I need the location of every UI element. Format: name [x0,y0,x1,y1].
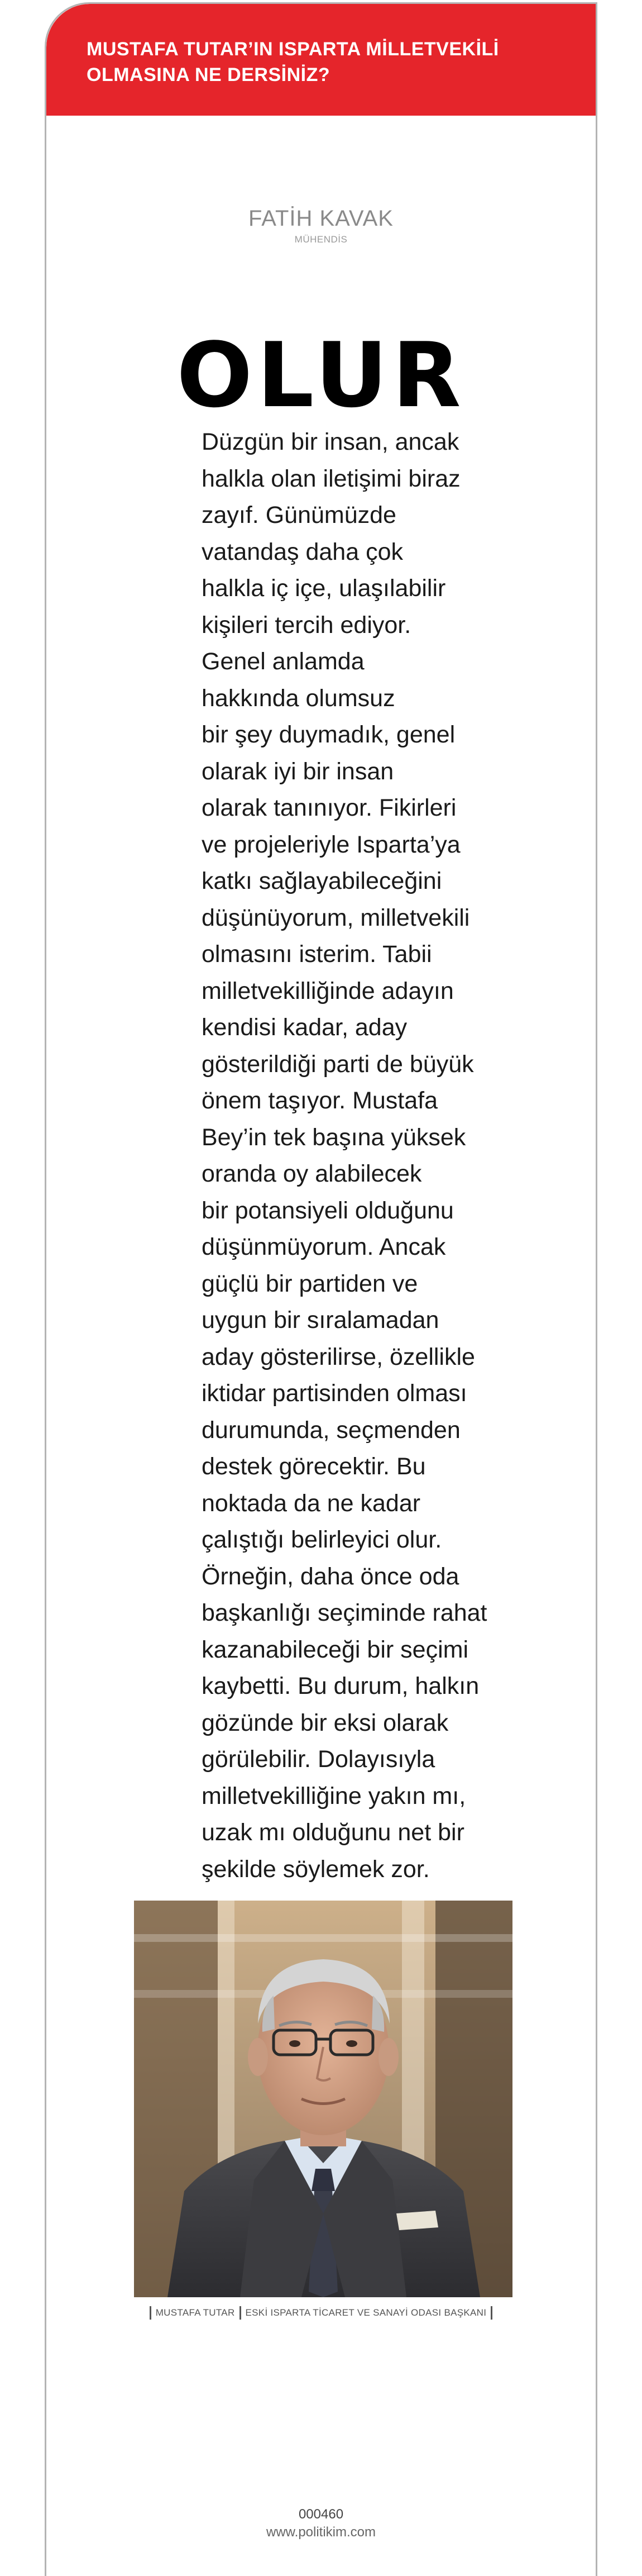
body-line: kişileri tercih ediyor. [202,611,411,639]
footer-code: 000460 [298,2507,344,2522]
body-line: halkla iç içe, ulaşılabilir [202,575,446,602]
body-line: milletvekilliğinde adayın [202,977,454,1004]
body-line: bir potansiyeli olduğunu [202,1197,454,1224]
body-line: katkı sağlayabileceğini [202,868,442,894]
body-line: oranda oy alabilecek [202,1160,422,1187]
body-line: uygun bir sıralamadan [202,1307,439,1334]
body-line: olarak iyi bir insan [202,758,394,785]
body-line: olmasını isterim. Tabii [202,941,432,968]
author-title: MÜHENDİS [294,234,348,245]
author-name: FATİH KAVAK [248,206,394,231]
caption-name: MUSTAFA TUTAR [155,2307,235,2318]
page-frame [45,2,597,2576]
body-line: bir şey duymadık, genel [202,721,456,748]
body-line: aday gösterilirse, özellikle [202,1343,475,1370]
body-line: hakkında olumsuz [202,684,395,712]
header-title-line-1: MUSTAFA TUTAR’IN ISPARTA MİLLETVEKİLİ [87,39,499,60]
body-line: durumunda, seçmenden [202,1416,461,1444]
body-line: milletvekilliğine yakın mı, [202,1782,466,1810]
body-line: Düzgün bir insan, ancak [202,428,459,455]
body-line: çalıştığı belirleyici olur. [202,1526,442,1553]
body-line: zayıf. Günümüzde [202,502,396,528]
body-line: Bey’in tek başına yüksek [202,1123,466,1151]
body-line: gösterildiği parti de büyük [202,1050,474,1078]
caption-role: ESKİ ISPARTA TİCARET VE SANAYİ ODASI BAŞKANI [245,2307,487,2318]
header-title-line-2: OLMASINA NE DERSİNİZ? [87,64,330,85]
body-line: önem taşıyor. Mustafa [202,1087,438,1114]
body-line: başkanlığı seçiminde rahat [202,1599,487,1626]
photo-caption [46,2306,596,2320]
body-line: vatandaş daha çok [202,538,403,565]
body-line: düşünmüyorum. Ancak [202,1234,446,1260]
answer-word: OLUR [176,323,466,427]
footer-site-link[interactable]: www.politikim.com [266,2525,376,2540]
body-line: şekilde söylemek zor. [202,1855,430,1883]
body-line: kendisi kadar, aday [202,1014,408,1041]
caption-divider [150,2306,151,2320]
body-line: destek görecektir. Bu [202,1453,426,1480]
body-line: kaybetti. Bu durum, halkın [202,1673,480,1699]
author-block [46,205,596,245]
caption-divider [491,2306,492,2320]
body-line: güçlü bir partiden ve [202,1270,418,1297]
caption-divider [239,2306,241,2320]
body-line: iktidar partisinden olması [202,1380,467,1407]
body-line: kazanabileceği bir seçimi [202,1636,468,1663]
body-line: gözünde bir eksi olarak [202,1709,449,1736]
body-line: olarak tanınıyor. Fikirleri [202,794,457,821]
body-line: görülebilir. Dolayısıyla [202,1746,435,1773]
portrait-photo [134,1901,512,2297]
body-line: Örneğin, daha önce oda [202,1563,459,1590]
body-line: Genel anlamda [202,648,365,675]
body-line: düşünüyorum, milletvekili [202,904,470,931]
body-line: ve projeleriyle Isparta’ya [202,831,461,858]
header-banner [46,4,596,116]
body-line: noktada da ne kadar [202,1489,421,1517]
body-line: halkla olan iletişimi biraz [202,465,461,492]
body-line: uzak mı olduğunu net bir [202,1819,464,1846]
header-title [87,36,567,88]
portrait-illustration [134,1901,512,2297]
body-text [202,424,487,1888]
footer [46,2506,596,2541]
